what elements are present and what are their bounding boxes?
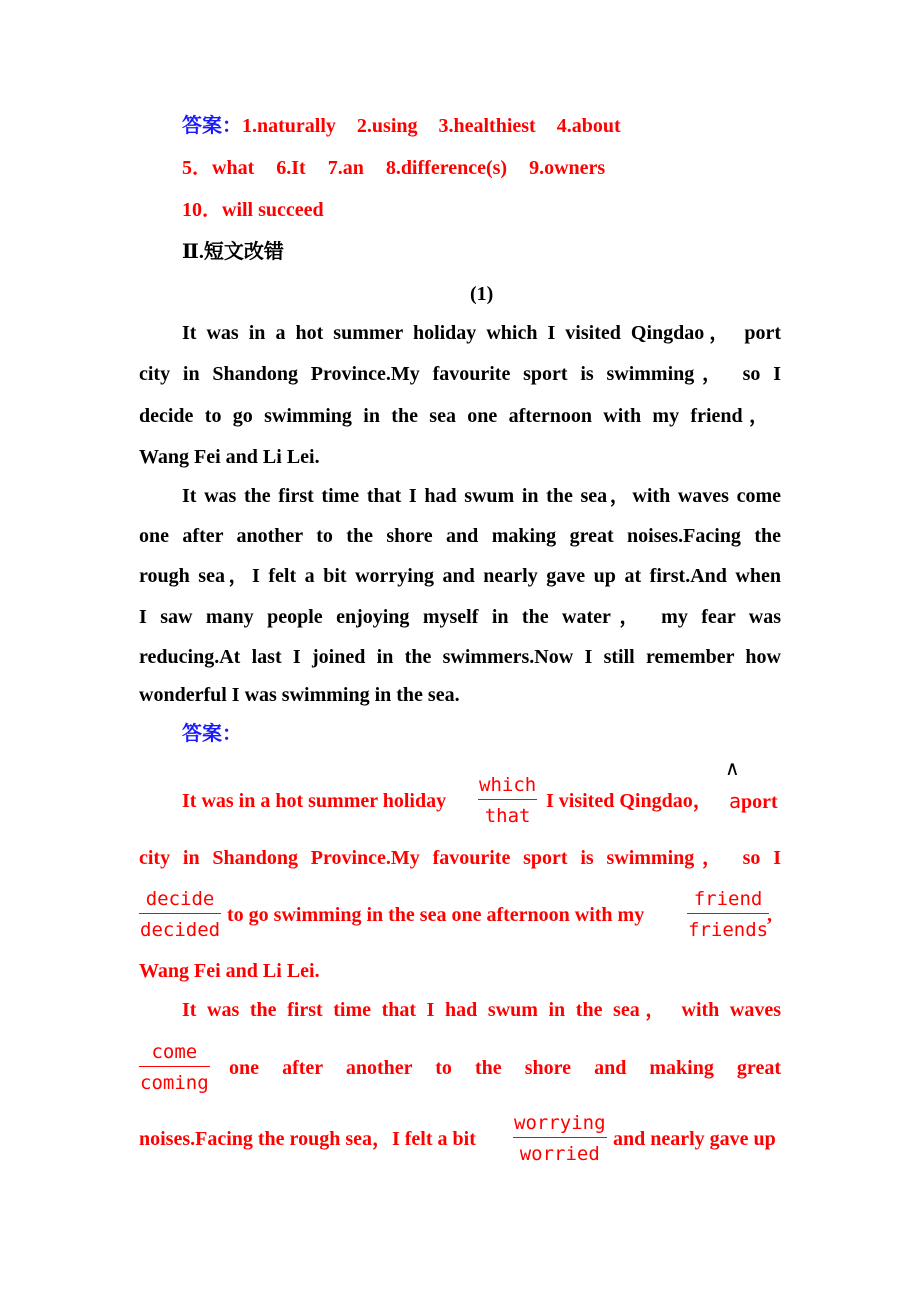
answer-text: noises.Facing the rough sea，I felt a bit (139, 1128, 476, 1150)
passage-line: wonderful I was swimming in the sea. (139, 684, 460, 706)
answer-item: 8.difference(s) (385, 157, 508, 179)
right-word: friends (688, 919, 769, 941)
answer-item: 3.healthiest (438, 115, 536, 137)
answer-item: 2.using (356, 115, 418, 137)
correction-which-that (478, 774, 537, 827)
wrong-word: come (151, 1041, 198, 1063)
passage-line: rough sea，I felt a bit worrying and nearly gave up at first.And when (139, 565, 781, 587)
correction-bar (139, 1066, 210, 1067)
passage-line: city in Shandong Province.My favourite sport is swimming， so I (139, 363, 781, 385)
passage-line: one after another to the shore and making great noises.Facing the (139, 525, 781, 547)
right-word: that (484, 805, 531, 827)
answer-text: I visited Qingdao， (546, 790, 713, 812)
passage-number: (1) (470, 283, 494, 305)
correction-bar (139, 913, 221, 914)
answer-item: 6.It (276, 157, 306, 179)
answer-row-2 (182, 156, 605, 180)
answer-text: one after another to the shore and making great (229, 1057, 781, 1079)
passage-line: It was the first time that I had swum in the sea，with waves come (182, 485, 781, 507)
answer-text: It was in a hot summer holiday (182, 790, 447, 812)
correction-bar (687, 913, 769, 914)
wrong-word: decide (145, 888, 215, 910)
answer-item: 7.an (327, 157, 364, 179)
answer-text: It was the first time that I had swum in the sea， with waves (182, 999, 781, 1021)
correction-bar (478, 799, 537, 800)
answer-item: 9.owners (529, 157, 606, 179)
right-word: worried (519, 1143, 600, 1165)
answer-text: and nearly gave up (613, 1128, 776, 1150)
passage-line: decide to go swimming in the sea one afternoon with my friend， (139, 405, 769, 427)
passage-line: It was in a hot summer holiday which I visited Qingdao， port (182, 322, 781, 344)
passage-line: Wang Fei and Li Lei. (139, 446, 320, 468)
answer-item: 5．what (182, 157, 255, 179)
answer-row-3: 10．will succeed (182, 199, 324, 221)
answer-label: 答案： (182, 115, 242, 137)
correction-friend-friends (687, 888, 769, 941)
wrong-word: worrying (514, 1112, 606, 1134)
answer-text: to go swimming in the sea one afternoon with my (227, 904, 645, 926)
answer-row-1 (182, 114, 621, 138)
answer-insert (729, 789, 778, 814)
answer-text: port (741, 791, 778, 813)
correction-come-coming (139, 1041, 210, 1094)
answer-label: 答案： (182, 723, 242, 745)
right-word: coming (140, 1072, 209, 1094)
passage-line: I saw many people enjoying myself in the water， my fear was (139, 606, 781, 628)
inserted-word: a (729, 789, 742, 813)
passage-line: reducing.At last I joined in the swimmers.Now I still remember how (139, 646, 781, 668)
answer-item: 1.naturally (242, 115, 336, 137)
wrong-word: which (479, 774, 537, 796)
answer-text: Wang Fei and Li Lei. (139, 960, 320, 982)
correction-worrying-worried (513, 1112, 607, 1165)
insert-caret: ∧ (725, 756, 740, 780)
section-title: Ⅱ.短文改错 (182, 241, 284, 263)
answer-item: 4.about (556, 115, 621, 137)
right-word: decided (140, 919, 221, 941)
correction-bar (513, 1137, 607, 1138)
answer-text: city in Shandong Province.My favourite sport is swimming， so I (139, 847, 781, 869)
correction-decide-decided (139, 888, 221, 941)
wrong-word: friend (693, 888, 763, 910)
answer-text: , (767, 904, 772, 926)
